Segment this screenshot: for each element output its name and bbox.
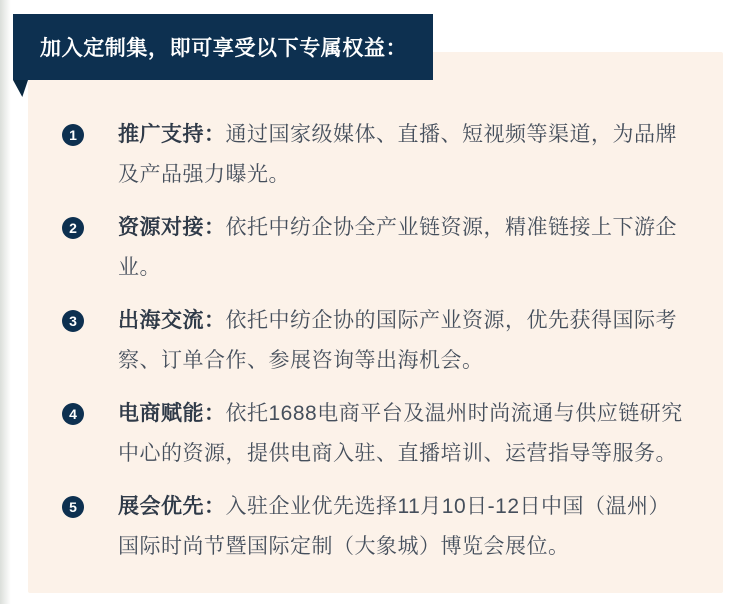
benefit-title: 资源对接： [118, 216, 226, 239]
benefit-text-5 [118, 487, 695, 567]
page-left-shadow [0, 0, 12, 604]
benefit-title: 展会优先： [118, 495, 226, 518]
section-header-ribbon [13, 14, 433, 80]
benefit-item-5 [62, 487, 695, 567]
benefit-body: 入驻企业优先选择11月10日-12日中国（温州） [225, 495, 671, 518]
section-title: 加入定制集，即可享受以下专属权益： [40, 37, 408, 60]
benefits-card [28, 52, 723, 593]
benefit-body: 依托1688电商平台及温州时尚流通与供应链研究 [225, 402, 683, 425]
benefit-item-3 [62, 301, 695, 381]
number-badge-3: 3 [62, 310, 84, 332]
benefit-line-2: 及产品强力曝光。 [118, 163, 290, 186]
benefit-title: 出海交流： [118, 309, 226, 332]
benefit-body: 依托中纺企协全产业链资源，精准链接上下游企 [225, 216, 677, 239]
number-badge-2: 2 [62, 217, 84, 239]
benefit-line-1 [118, 115, 695, 155]
benefit-line-1 [118, 208, 695, 248]
benefit-item-4 [62, 394, 695, 474]
number-badge-5: 5 [62, 496, 84, 518]
number-badge-1: 1 [62, 124, 84, 146]
benefit-text-3 [118, 301, 695, 381]
benefit-text-2 [118, 208, 695, 288]
benefit-line-1 [118, 394, 695, 434]
benefit-title: 电商赋能： [118, 402, 226, 425]
benefit-text-4 [118, 394, 695, 474]
benefit-title: 推广支持： [118, 123, 226, 146]
benefit-body: 依托中纺企协的国际产业资源，优先获得国际考 [225, 309, 677, 332]
ribbon-fold [13, 80, 28, 97]
benefit-item-2 [62, 208, 695, 288]
benefit-text-1 [118, 115, 695, 195]
benefit-line-2: 察、订单合作、参展咨询等出海机会。 [118, 349, 484, 372]
benefit-line-1 [118, 301, 695, 341]
benefit-line-1 [118, 487, 695, 527]
benefit-line-2: 业。 [118, 256, 161, 279]
number-badge-4: 4 [62, 403, 84, 425]
benefit-body: 通过国家级媒体、直播、短视频等渠道，为品牌 [225, 123, 677, 146]
benefit-line-2: 中心的资源，提供电商入驻、直播培训、运营指导等服务。 [118, 442, 677, 465]
benefit-line-2: 国际时尚节暨国际定制（大象城）博览会展位。 [118, 535, 570, 558]
benefit-item-1 [62, 115, 695, 195]
